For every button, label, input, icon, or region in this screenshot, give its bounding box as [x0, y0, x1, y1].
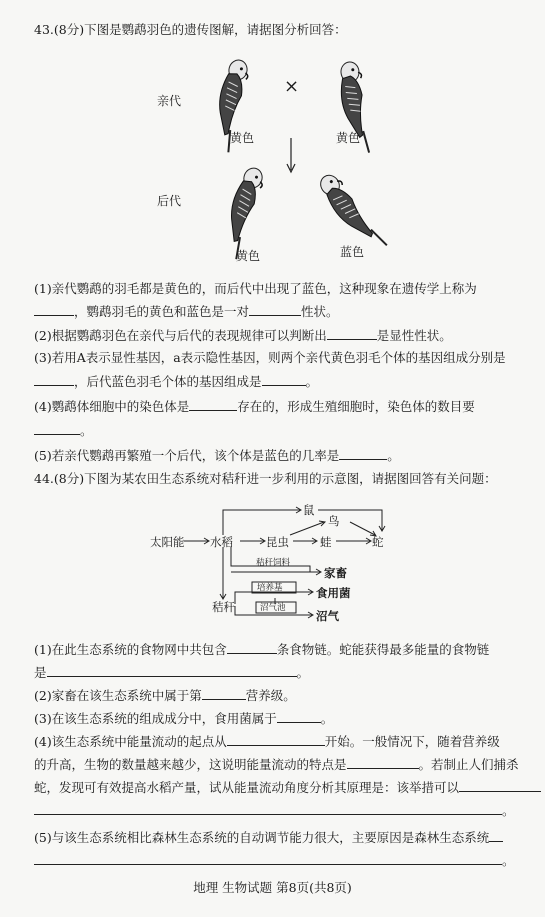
q43-3-line2: ，后代蓝色羽毛个体的基因组成是 。: [34, 373, 318, 390]
cross-symbol: ×: [284, 76, 300, 97]
node-rice: 水稻: [210, 535, 233, 549]
answer-blank[interactable]: [47, 664, 297, 677]
node-digester: 沼气池: [260, 603, 286, 613]
node-feed: 秸秆饲料: [256, 558, 291, 568]
answer-blank[interactable]: [339, 447, 387, 460]
q44-1-line2: 是 。: [34, 665, 310, 680]
answer-blank[interactable]: [34, 303, 74, 316]
q43-4-line1: (4)鹦鹉体细胞中的染色体是 存在的，形成生殖细胞时，染色体的数目要: [34, 399, 475, 414]
page-footer: 地理 生物试题 第8页(共8页): [193, 880, 352, 895]
q44-5-line1: (5)与该生态系统相比森林生态系统的自动调节能力很大，主要原因是森林生态系统: [34, 829, 503, 846]
offspring-left-color: 黄色: [236, 249, 261, 263]
offspring-generation-label: 后代: [157, 194, 182, 208]
q44-4-line2: 的升高，生物的数量越来越少，这说明能量流动的特点是 。若制止人们捕杀: [34, 757, 519, 772]
q44-1-line1: (1)在此生态系统的食物网中共包含 条食物链。蛇能获得最多能量的食物链: [34, 642, 490, 657]
q44-4-line3: 蛇，发现可有效提高水稻产量，试从能量流动角度分析其原理是：该举措可以: [34, 779, 541, 796]
q43-1-line2: ，鹦鹉羽毛的黄色和蓝色是一对 性状。: [34, 303, 339, 320]
answer-blank[interactable]: [227, 733, 325, 746]
answer-blank[interactable]: [277, 710, 321, 723]
parent-right-color: 黄色: [336, 131, 361, 145]
node-bird: 鸟: [328, 514, 340, 528]
q44-2: (2)家畜在该生态系统中属于第 营养级。: [34, 688, 296, 703]
parrot-inheritance-diagram: [0, 0, 545, 270]
q43-1-line1: (1)亲代鹦鹉的羽毛都是黄色的，而后代中出现了蓝色，这种现象在遗传学上称为: [34, 281, 477, 296]
q44-5-line2: 。: [34, 852, 515, 869]
answer-blank[interactable]: [34, 373, 74, 386]
answer-blank[interactable]: [34, 852, 502, 865]
q44-4-line4: 。: [34, 802, 515, 819]
answer-blank[interactable]: [347, 756, 419, 769]
node-mushroom: 食用菌: [316, 586, 351, 600]
q43-5: (5)若亲代鹦鹉再繁殖一个后代，该个体是蓝色的几率是 。: [34, 448, 400, 463]
node-straw: 秸秆: [212, 600, 235, 614]
node-snake: 蛇: [372, 535, 384, 549]
answer-blank[interactable]: [262, 373, 306, 386]
parrot-offspring-left: [215, 165, 268, 259]
node-rat: 鼠: [303, 503, 315, 517]
q44-title: 44.(8分)下图为某农田生态系统对秸秆进一步利用的示意图，请据图回答有关问题：: [34, 471, 497, 486]
q44-3: (3)在该生态系统的组成成分中，食用菌属于 。: [34, 711, 334, 726]
answer-blank[interactable]: [327, 327, 377, 340]
parent-generation-label: 亲代: [157, 94, 182, 108]
node-sun: 太阳能: [150, 535, 185, 549]
q43-4-line2: 。: [34, 422, 93, 439]
node-frog: 蛙: [320, 535, 332, 549]
answer-blank[interactable]: [189, 398, 237, 411]
answer-blank[interactable]: [227, 641, 277, 654]
node-livestock: 家畜: [324, 566, 347, 580]
answer-blank[interactable]: [489, 829, 503, 842]
q43-3-line1: (3)若用A表示显性基因，a表示隐性基因，则两个亲代黄色羽毛个体的基因组成分别是: [34, 350, 506, 365]
offspring-right-color: 蓝色: [340, 245, 365, 259]
parent-left-color: 黄色: [230, 131, 255, 145]
parrot-drawings: [0, 0, 545, 270]
q44-4-line1: (4)该生态系统中能量流动的起点从 开始。一般情况下，随着营养级: [34, 734, 500, 749]
q43-2: (2)根据鹦鹉羽色在亲代与后代的表现规律可以判断出 是显性性状。: [34, 328, 452, 343]
answer-blank[interactable]: [459, 779, 541, 792]
answer-blank[interactable]: [34, 422, 80, 435]
answer-blank[interactable]: [249, 303, 301, 316]
node-biogas: 沼气: [316, 609, 339, 623]
q43-title: 43.(8分)下图是鹦鹉羽色的遗传图解，请据图分析回答：: [34, 22, 347, 37]
node-culture: 培养基: [257, 583, 283, 593]
answer-blank[interactable]: [34, 802, 502, 815]
node-insect: 昆虫: [266, 535, 289, 549]
answer-blank[interactable]: [202, 687, 246, 700]
